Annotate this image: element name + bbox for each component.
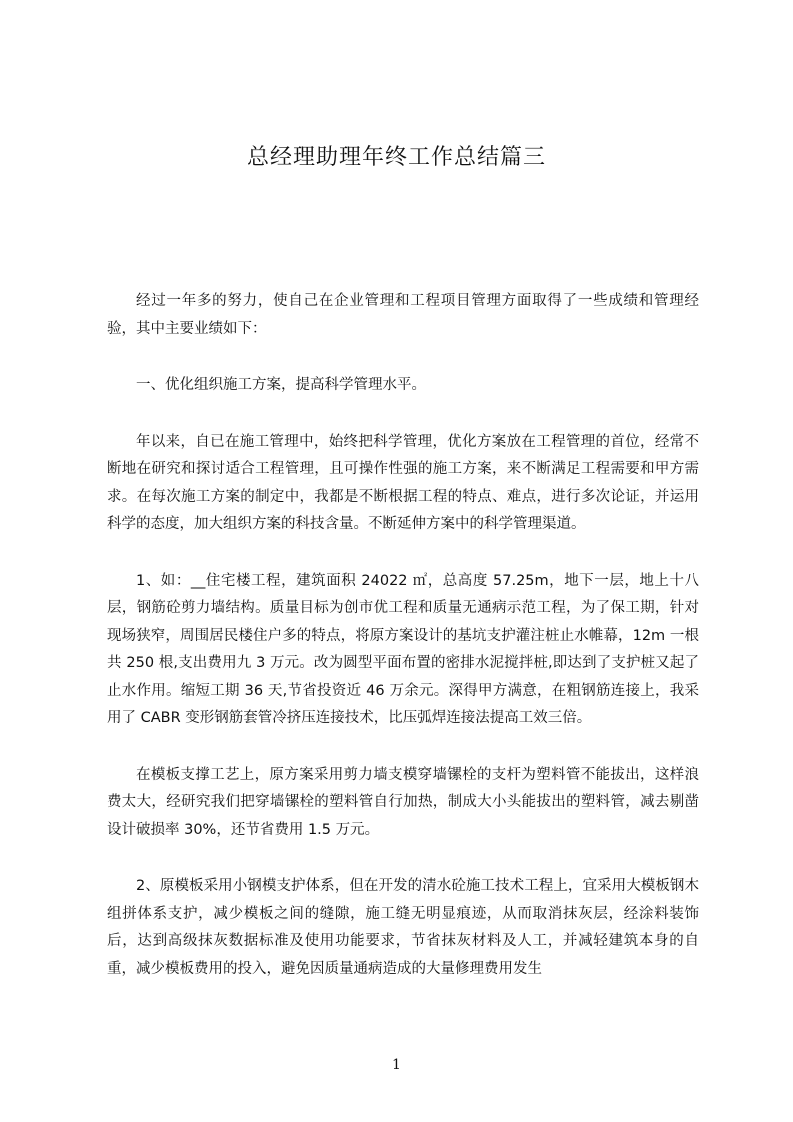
page-title: 总经理助理年终工作总结篇三 xyxy=(246,145,546,170)
intro-paragraph: 经过一年多的努力，使自己在企业管理和工程项目管理方面取得了一些成绩和管理经验，其中主要业绩如下： xyxy=(107,293,699,337)
document-body xyxy=(107,288,699,1012)
page-number: 1 xyxy=(392,1057,401,1073)
body-paragraph: 1、如：__住宅楼工程，建筑面积 24022 ㎡，总高度 57.25m，地下一层，地上十八层，钢筋砼剪力墙结构。质量目标为创市优工程和质量无通病示范工程，为了保工期，针对现场狭窄，周围居民楼住户多的特点，将原方案设计的基坑支护灌注桩止水帷幕，12m 一根共 250 根,支出费用九 3 万元。改为圆型平面布置的密排水泥搅拌桩,即达到了支护桩又起了止水作用。缩短工期 36 天,节省投资近 46 万余元。深得甲方满意，在粗钢筋连接上，我采用了 CABR 变形钢筋套管冷挤压连接技术，比压弧焊连接法提高工效三倍。 xyxy=(107,572,699,726)
section-heading: 一、优化组织施工方案，提高科学管理水平。 xyxy=(136,377,426,393)
body-paragraph: 年以来，自已在施工管理中，始终把科学管理，优化方案放在工程管理的首位，经常不断地在研究和探讨适合工程管理，且可操作性强的施工方案，来不断满足工程需要和甲方需求。在每次施工方案的制定中，我都是不断根据工程的特点、难点，进行多次论证，并运用科学的态度，加大组织方案的科技含量。不断延伸方案中的科学管理渠道。 xyxy=(107,433,699,532)
body-paragraph: 在模板支撑工艺上，原方案采用剪力墙支模穿墙镙栓的支杆为塑料管不能拔出，这样浪费太大，经研究我们把穿墙镙栓的塑料管自行加热，制成大小头能拔出的塑料管，减去剔凿设计破损率 30%，还节省费用 1.5 万元。 xyxy=(107,766,699,838)
body-paragraph: 2、原模板采用小钢模支护体系，但在开发的清水砼施工技术工程上，宜采用大模板钢木组拼体系支护，减少模板之间的缝隙，施工缝无明显痕迹，从而取消抹灰层，经涂料装饰后，达到高级抹灰数据标准及使用功能要求，节省抹灰材料及人工，并减轻建筑本身的自重，减少模板费用的投入，避免因质量通病造成的大量修理费用发生 xyxy=(107,878,699,977)
